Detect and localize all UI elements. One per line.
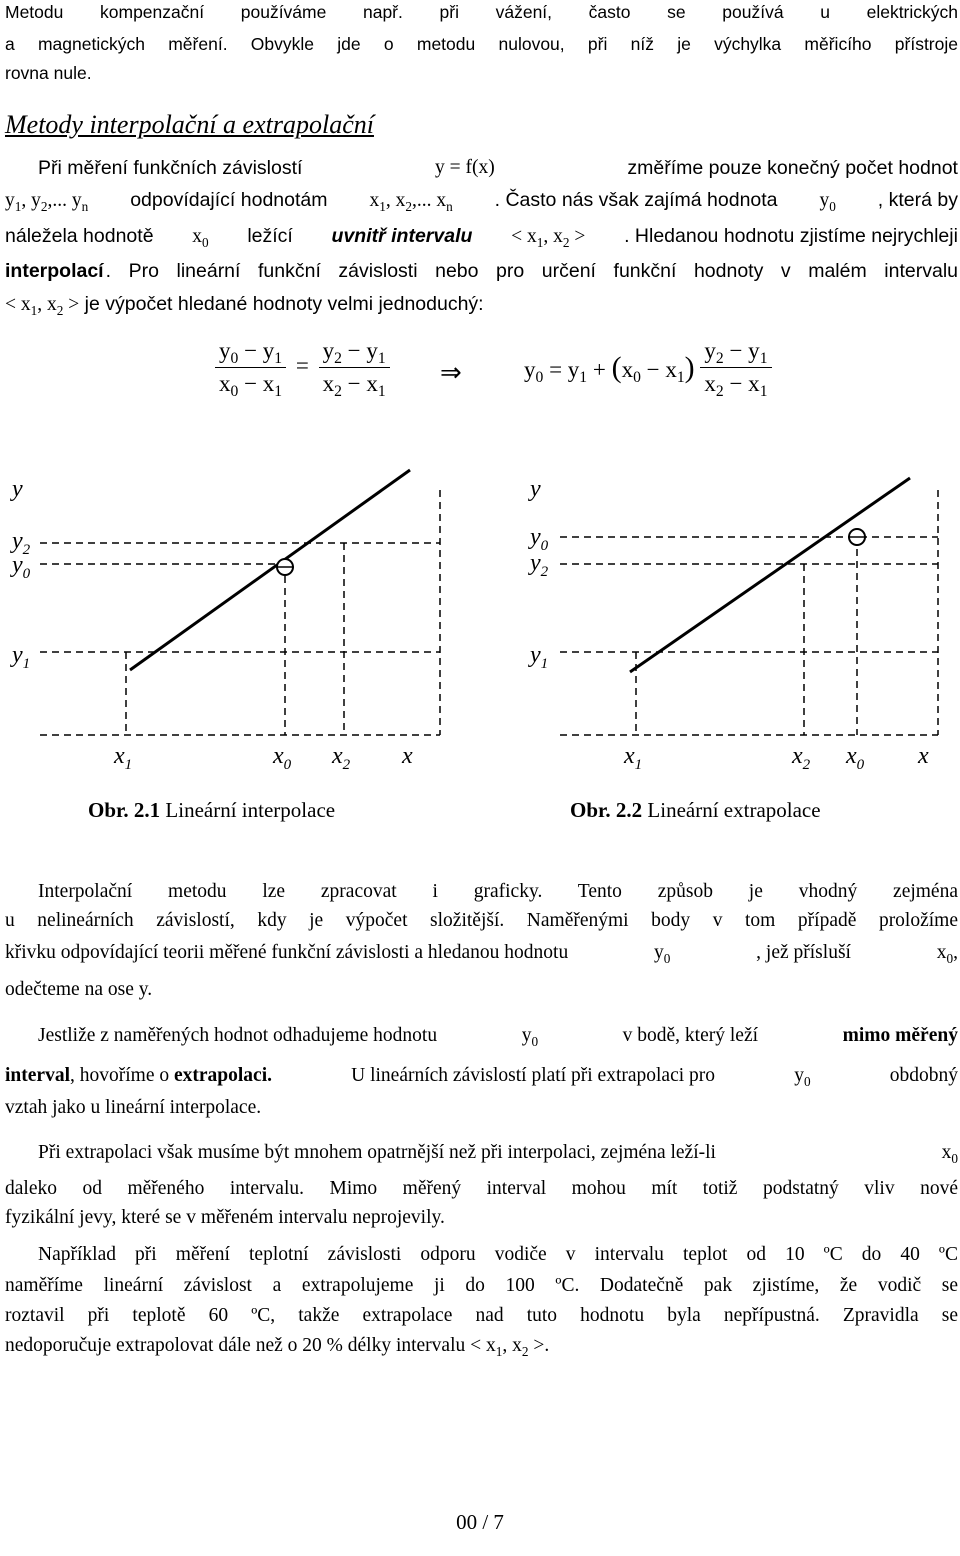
graphical-text-c: odečteme na ose — [5, 979, 134, 1000]
para1-text-l: je výpočet hledané hodnoty velmi jednoduchý: — [84, 293, 484, 315]
fig2-caption-number: Obr. 2.2 — [570, 798, 643, 822]
graphical-line-4 — [5, 979, 958, 1001]
fig2-y2-label: $y_2$ — [530, 550, 549, 580]
caution-line-3: fyzikální jevy, které se v měřeném intervalu neprojevily. — [5, 1207, 445, 1228]
extrapolation-text-a: Jestliže z naměřených hodnot odhadujeme hodnotu — [38, 1025, 438, 1046]
caution-line-2: daleko od měřeného intervalu. Mimo měřený interval mohou mít totiž podstatný vliv nové — [5, 1178, 958, 1199]
fig1-caption — [88, 798, 335, 823]
caution-line-1 — [38, 1142, 958, 1164]
y0-symbol: $y_0$ — [819, 190, 836, 214]
function-expression: y = f(x) — [435, 157, 495, 178]
para1-text-d: . Často nás však zajímá hodnota — [494, 189, 778, 211]
graphical-text-a: křivku odpovídající teorii měřené funkční závislosti a hledanou hodnotu — [5, 942, 569, 963]
graphical-line-1: Interpolační metodu lze zpracovat i graficky. Tento způsob je vhodný zejména — [38, 881, 958, 902]
interpolation-ratio-formula: $\frac{y_0 - y_1}{x_0 - x_1}$ = $\frac{y_2 - y_1}{x_2 - x_1}$ — [215, 338, 390, 397]
intro-line-1: Metodu kompenzační používáme např. při vážení, často se používá u elektrických — [5, 2, 958, 22]
interval-symbol-2: < $x_1$, $x_2$ > — [5, 294, 80, 318]
fig2-x2-label: $x_2$ — [792, 743, 811, 773]
page-number: 00 / 7 — [456, 1510, 504, 1534]
fig2-y-axis-label: y — [530, 476, 541, 502]
graphical-x0: $x_0$, — [936, 942, 958, 966]
fig1-x-axis-label: x — [402, 743, 413, 769]
x-values-list: $x_1$, $x_2$,... $x_n$ — [369, 190, 453, 214]
intro-line-2: a magnetických měření. Obvykle jde o metodu nulovou, při níž je výchylka měřicího přístroje — [5, 34, 958, 54]
example-interval: < $x_1$, $x_2$ >. — [470, 1335, 550, 1359]
extrapolation-text-h: obdobný — [889, 1065, 958, 1086]
figure-extrapolation — [520, 460, 960, 780]
para1-text-h: uvnitř intervalu — [331, 225, 473, 247]
extrapolation-line-2 — [5, 1065, 958, 1087]
fig1-x2-label: $x_2$ — [332, 743, 351, 773]
para1-line-4 — [5, 260, 958, 283]
para1-text-e: , která by — [877, 189, 958, 211]
fig1-x1-label: $x_1$ — [114, 743, 133, 773]
para1-text-j: interpolací — [5, 260, 104, 282]
caution-text-a: Při extrapolaci však musíme být mnohem opatrnější než při interpolaci, zejména leží-li — [38, 1142, 716, 1163]
extrapolation-text-d: interval — [5, 1065, 70, 1086]
fig1-x0-label: $x_0$ — [273, 743, 292, 773]
fig1-caption-text: Lineární interpolace — [160, 798, 336, 822]
para1-text-c: odpovídající hodnotám — [130, 189, 328, 211]
fig2-x0-label: $x_0$ — [846, 743, 865, 773]
extrapolation-text-g: U lineárních závislostí platí při extrapolaci pro — [351, 1065, 716, 1086]
extrapolation-text-b: v bodě, který leží — [622, 1025, 759, 1046]
graphical-y0: $y_0$ — [654, 942, 671, 966]
para1-line-1 — [38, 157, 958, 180]
y-values-list: $y_1$, $y_2$,... $y_n$ — [5, 190, 89, 214]
para1-text-g: ležící — [247, 225, 293, 247]
implies-arrow: ⇒ — [440, 358, 462, 387]
graphical-line-3 — [5, 942, 958, 964]
caution-x0: $x_0$ — [941, 1142, 958, 1166]
intro-line-3: rovna nule. — [5, 63, 92, 83]
extrapolation-line-3: vztah jako u lineární interpolace. — [5, 1097, 262, 1118]
graphical-line-2: u nelineárních závislostí, kdy je výpočet složitější. Naměřenými body v tom případě proložíme — [5, 910, 958, 931]
para1-line-5 — [5, 293, 958, 316]
para1-line-3 — [5, 225, 958, 248]
section-heading: Metody interpolační a extrapolační — [5, 110, 374, 139]
extrapolation-line-1 — [38, 1025, 958, 1047]
fig1-y-axis-label: y — [12, 476, 23, 502]
extrapolation-y0-2: $y_0$ — [794, 1065, 811, 1089]
fig2-y1-label: $y_1$ — [530, 642, 549, 672]
fig2-x-axis-label: x — [918, 743, 929, 769]
para1-text-f: náležela hodnotě — [5, 225, 154, 247]
example-line-3: roztavil při teplotě 60 ºC, takže extrapolace nad tuto hodnotu byla nepřípustná. Zpravidla se — [5, 1305, 958, 1326]
example-text-d: nedoporučuje extrapolovat dále než o 20 % délky intervalu — [5, 1335, 466, 1356]
extrapolation-text-e: , hovoříme o — [69, 1065, 170, 1086]
fig1-y0-label: $y_0$ — [12, 552, 31, 582]
fig2-y0-label: $y_0$ — [530, 524, 549, 554]
para1-text-a: Při měření funkčních závislostí — [38, 157, 303, 179]
graphical-text-b: , jež přísluší — [756, 942, 851, 963]
fig1-caption-number: Obr. 2.1 — [88, 798, 161, 822]
example-line-1: Například při měření teplotní závislosti odporu vodiče v intervalu teplot od 10 ºC do 40 ºC — [38, 1244, 958, 1265]
fig2-caption-text: Lineární extrapolace — [642, 798, 821, 822]
x0-symbol: $x_0$ — [192, 226, 209, 250]
figure-interpolation — [0, 460, 480, 780]
example-line-4 — [5, 1335, 958, 1357]
fig2-caption — [570, 798, 821, 823]
fig1-regression-line — [130, 470, 410, 670]
graphical-y-axis: y. — [138, 979, 153, 1000]
para1-text-i: . Hledanou hodnotu zjistíme nejrychleji — [624, 225, 958, 247]
para1-line-2 — [5, 189, 958, 212]
fig2-x1-label: $x_1$ — [624, 743, 643, 773]
interpolation-result-formula: $y_0 = y_1 + (x_0 - x_1)$ $\frac{y_2 - y_1}{x_2 - x_1}$ — [524, 338, 772, 397]
para1-text-k: . Pro lineární funkční závislosti nebo pro určení funkční hodnoty v malém intervalu — [105, 260, 958, 282]
extrapolation-text-c: mimo měřený — [842, 1025, 958, 1046]
extrapolation-y0: $y_0$ — [521, 1025, 539, 1049]
fig1-y1-label: $y_1$ — [12, 642, 31, 672]
example-line-2: naměříme lineární závislost a extrapolujeme ji do 100 ºC. Dodatečně pak zjistíme, že vodič se — [5, 1275, 958, 1296]
interval-symbol: < $x_1$, $x_2$ > — [511, 226, 586, 250]
fig1-y2-label: $y_2$ — [12, 528, 31, 558]
fig2-regression-line — [630, 478, 910, 672]
para1-text-b: změříme pouze konečný počet hodnot — [627, 157, 958, 179]
extrapolation-text-f: extrapolaci. — [173, 1065, 272, 1086]
